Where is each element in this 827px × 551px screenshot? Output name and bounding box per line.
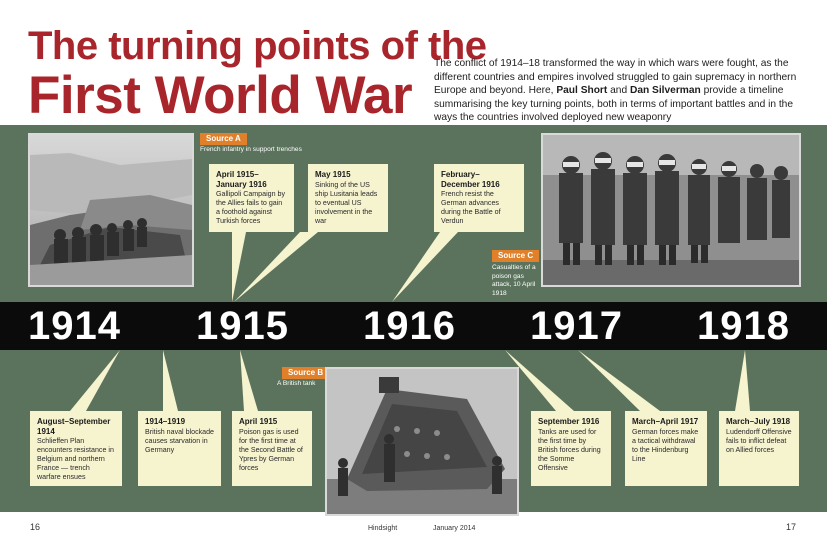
event-tanks — [531, 411, 611, 486]
event-verdun — [434, 164, 524, 232]
year-1917: 1917 — [530, 304, 623, 348]
year-1914: 1914 — [28, 304, 121, 348]
intro-text-1: The conflict of 1914–18 transformed the way in which wars were fought, as the different countries and empires involved struggled to gain supremacy in northern Europe and beyond. Here, — [434, 58, 797, 97]
magazine-name: Hindsight — [368, 525, 398, 532]
source-b-photo — [325, 367, 519, 516]
pointer-gallipoli — [232, 232, 246, 302]
author-name-2: Dan Silverman — [629, 85, 701, 97]
source-a-photo — [28, 133, 194, 287]
gas-casualties-photo-image — [543, 135, 799, 285]
event-description: Schlieffen Plan encounters resistance in Belgium and northern France — trench warfare ensues — [37, 437, 114, 481]
tank-photo-image — [327, 369, 517, 514]
pointer-hindenburg — [578, 350, 660, 411]
year-1915: 1915 — [196, 304, 289, 348]
source-b-tag: Source B — [282, 367, 329, 379]
event-date: March–July 1918 — [726, 417, 791, 426]
page-number-right: 17 — [786, 522, 797, 532]
event-schlieffen — [30, 411, 122, 486]
pointer-ludendorff — [735, 350, 750, 411]
event-description: French resist the German advances during the Battle of Verdun — [441, 190, 501, 225]
page-title-line-1: The turning points of the — [28, 24, 487, 68]
event-description: Ludendorff Offensive fails to inflict defeat on Allied forces — [726, 427, 792, 454]
pointer-blockade — [163, 350, 178, 411]
source-c-caption: Casualties of a poison gas attack, 10 April 1918 — [492, 264, 536, 297]
source-c-photo — [541, 133, 801, 287]
event-poison-gas — [232, 411, 312, 486]
event-date: May 1915 — [315, 170, 351, 179]
pointer-schlieffen — [70, 350, 120, 411]
author-name-1: Paul Short — [556, 85, 608, 97]
page-number-left: 16 — [30, 522, 41, 532]
pointer-verdun — [392, 232, 458, 302]
pointer-lusitania — [234, 232, 318, 302]
event-gallipoli — [209, 164, 294, 232]
event-date: 1914–1919 — [145, 417, 186, 426]
event-date: August–September 1914 — [37, 417, 111, 436]
event-description: German forces make a tactical withdrawal to the Hindenburg Line — [632, 427, 699, 463]
source-b-caption: A British tank — [277, 380, 316, 387]
event-date: April 1915–January 1916 — [216, 170, 267, 189]
intro-text-2: and — [607, 85, 630, 97]
event-ludendorff — [719, 411, 799, 486]
event-date: February–December 1916 — [441, 170, 500, 189]
intro-text-3: provide a timeline summarising the key turning points, both in terms of important battles and in the ways the countries involved deployed new weaponry — [434, 85, 794, 124]
source-c-tag: Source C — [492, 250, 539, 262]
year-1918: 1918 — [697, 304, 790, 348]
event-date: March–April 1917 — [632, 417, 699, 426]
event-description: Poison gas is used for the first time at the Second Battle of Ypres by German forces — [239, 427, 303, 472]
event-hindenburg — [625, 411, 707, 486]
trench-photo-image — [30, 135, 192, 285]
event-date: April 1915 — [239, 417, 278, 426]
year-1916: 1916 — [363, 304, 456, 348]
event-description: Gallipoli Campaign by the Allies fails to gain a foothold against Turkish forces — [216, 190, 286, 225]
issue-date: January 2014 — [433, 525, 476, 532]
event-description: British naval blockade causes starvation in Germany — [145, 427, 215, 454]
event-blockade — [138, 411, 221, 486]
page-title-line-2: First World War — [28, 66, 413, 125]
event-description: Sinking of the US ship Lusitania leads to eventual US involvement in the war — [315, 180, 378, 225]
event-description: Tanks are used for the first time by British forces during the Somme Offensive — [538, 427, 601, 472]
event-lusitania — [308, 164, 388, 232]
source-a-tag: Source A — [200, 133, 247, 145]
event-date: September 1916 — [538, 417, 600, 426]
source-a-caption: French infantry in support trenches — [200, 146, 302, 153]
pointer-poison-gas — [240, 350, 258, 411]
